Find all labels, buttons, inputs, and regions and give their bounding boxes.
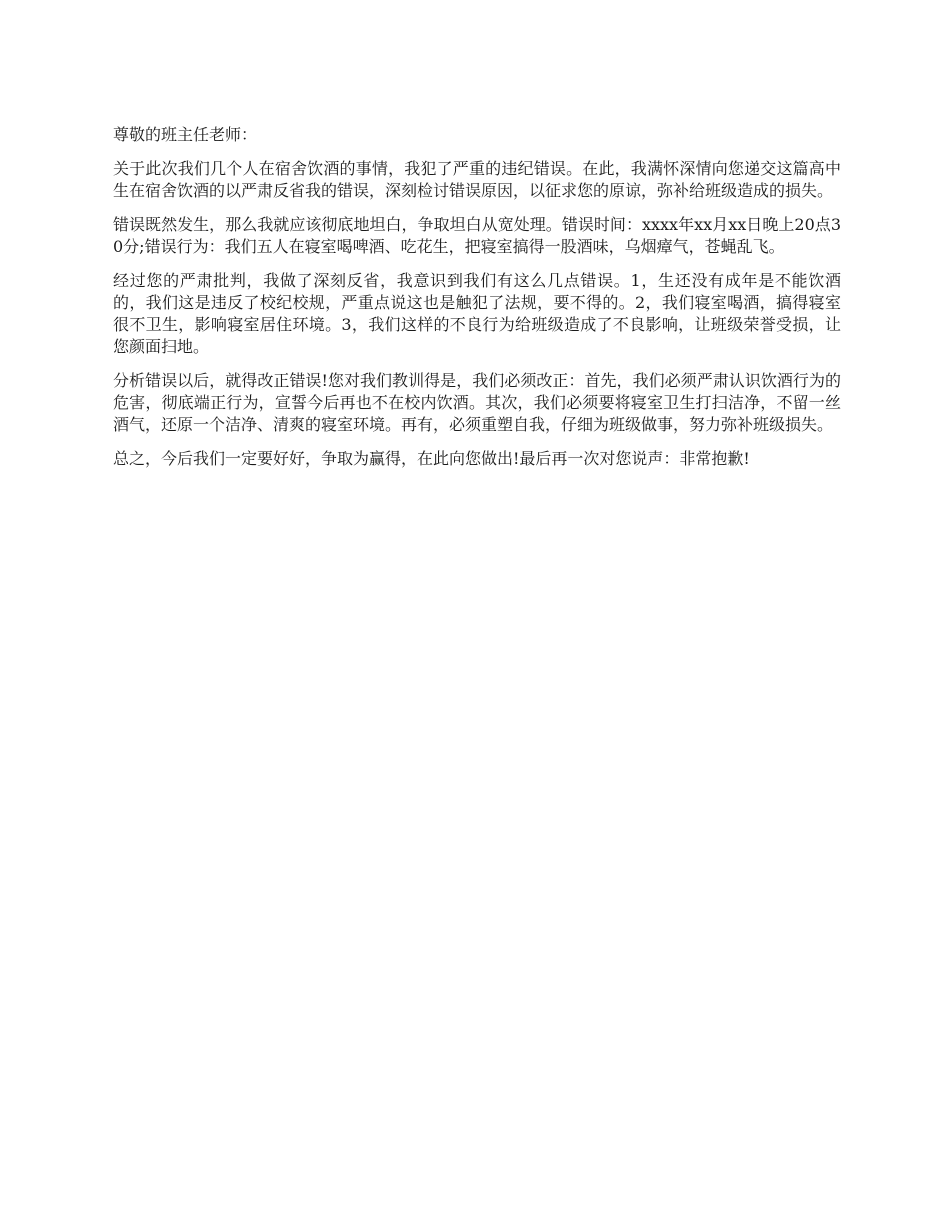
paragraph-5: 总之，今后我们一定要好好，争取为赢得，在此向您做出!最后再一次对您说声：非常抱歉! bbox=[113, 449, 750, 468]
paragraph-1: 关于此次我们几个人在宿舍饮酒的事情，我犯了严重的违纪错误。在此，我满怀深情向您递交这篇高中生在宿舍饮酒的以严肃反省我的错误，深刻检讨错误原因，以征求您的原谅，弥补给班级造成的损失。 bbox=[113, 159, 841, 200]
salutation: 尊敬的班主任老师： bbox=[113, 125, 258, 144]
paragraph-3: 经过您的严肃批判，我做了深刻反省，我意识到我们有这么几点错误。1，生还没有成年是不能饮酒的，我们这是违反了校纪校规，严重点说这也是触犯了法规，要不得的。2，我们寝室喝酒，搞得寝室很不卫生，影响寝室居住环境。3，我们这样的不良行为给班级造成了不良影响，让班级荣誉受损，让您颜面扫地。 bbox=[113, 271, 841, 356]
paragraph-2: 错误既然发生，那么我就应该彻底地坦白，争取坦白从宽处理。错误时间：xxxx年xx月xx日晚上20点30分;错误行为：我们五人在寝室喝啤酒、吃花生，把寝室搞得一股酒味，乌烟瘴气，苍蝇乱飞。 bbox=[113, 215, 841, 256]
paragraph-4: 分析错误以后，就得改正错误!您对我们教训得是，我们必须改正：首先，我们必须严肃认识饮酒行为的危害，彻底端正行为，宣誓今后再也不在校内饮酒。其次，我们必须要将寝室卫生打扫洁净，不留一丝酒气，还原一个洁净、清爽的寝室环境。再有，必须重塑自我，仔细为班级做事，努力弥补班级损失。 bbox=[113, 371, 841, 434]
document-page bbox=[113, 124, 841, 482]
